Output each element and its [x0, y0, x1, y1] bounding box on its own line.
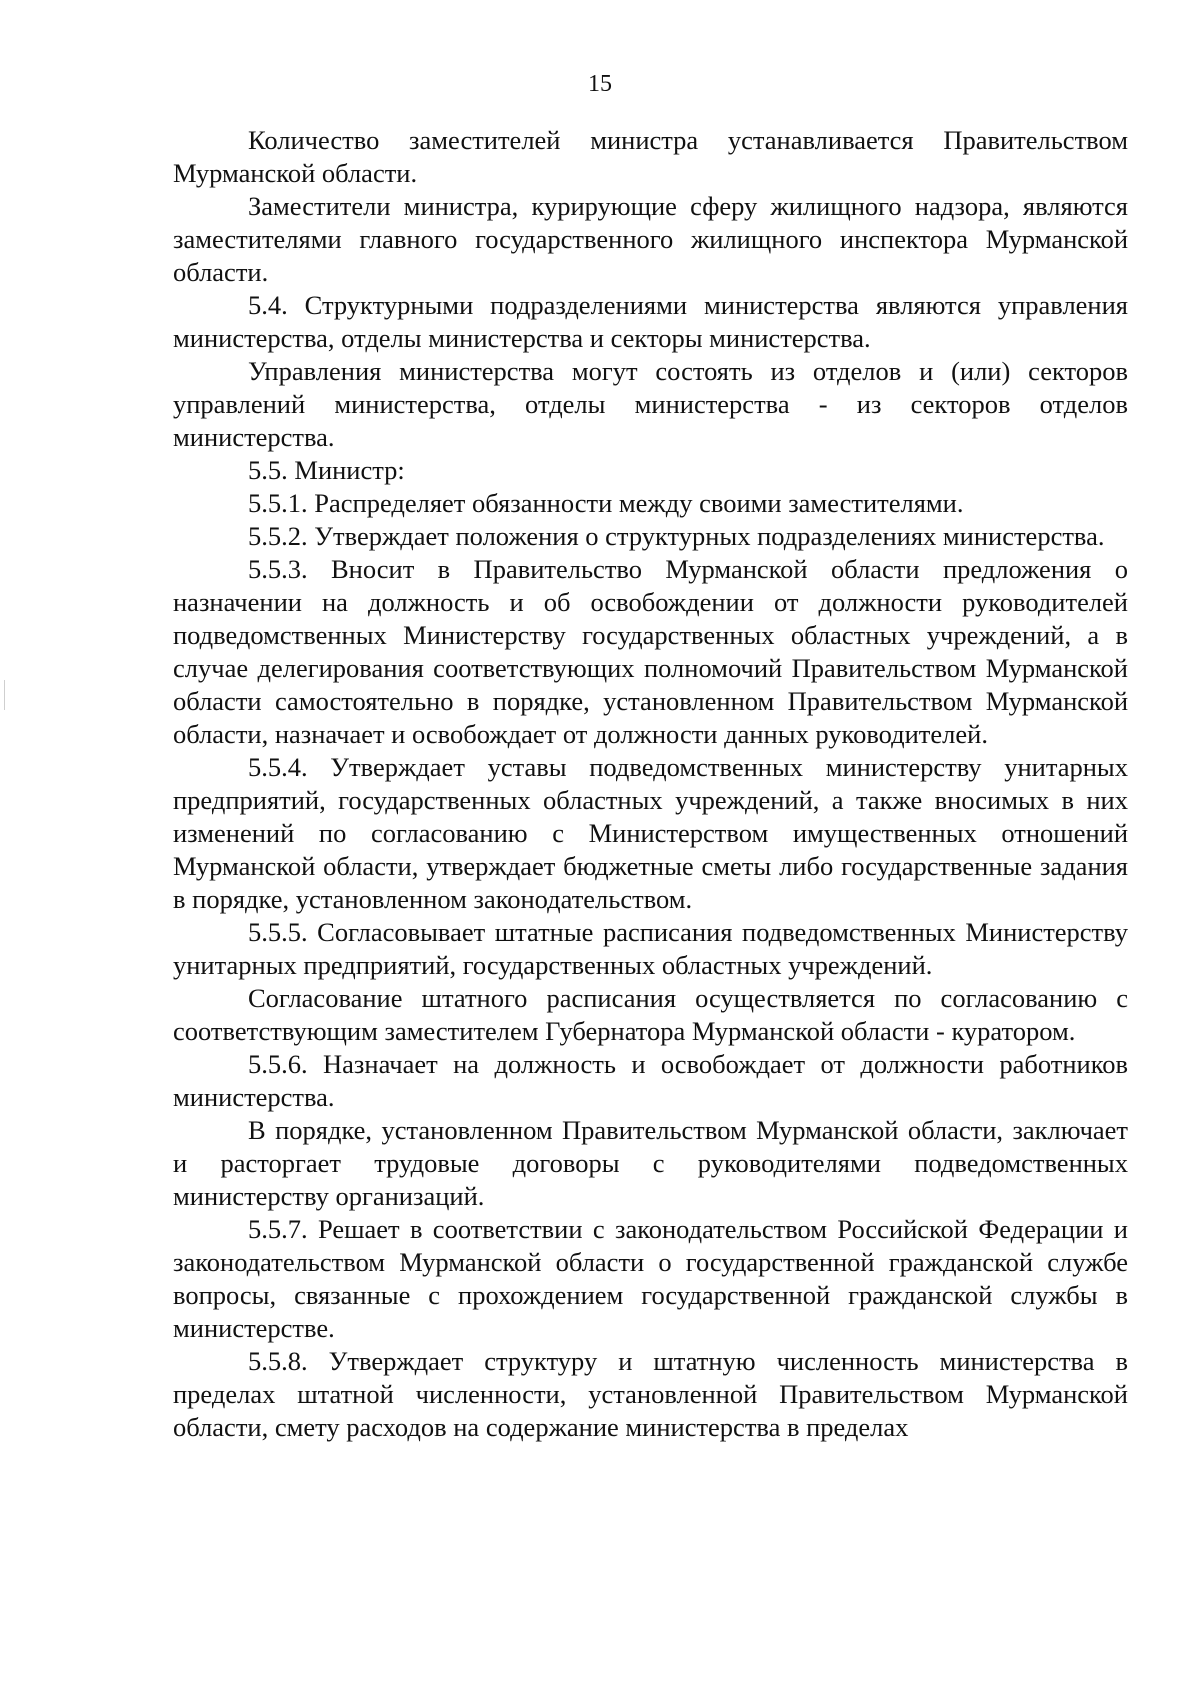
paragraph: 5.4. Структурными подразделениями министерства являются управления министерства, отделы министерства и секторы министерства.	[173, 290, 1128, 353]
paragraph: 5.5.1. Распределяет обязанности между своими заместителями.	[248, 488, 964, 518]
paragraph: 5.5.8. Утверждает структуру и штатную численность министерства в пределах штатной численности, установленной Правительством Мурманской области, смету расходов на содержание министерства в пределах	[173, 1346, 1128, 1442]
paragraph: 5.5.7. Решает в соответствии с законодательством Российской Федерации и законодательством Мурманской области о государственной гражданской службе вопросы, связанные с прохождением государственной гражданской службы в министерстве.	[173, 1214, 1128, 1343]
page-number: 15	[588, 71, 612, 97]
paragraph: В порядке, установленном Правительством Мурманской области, заключает и расторгает трудовые договоры с руководителями подведомственных министерству организаций.	[173, 1115, 1128, 1211]
paragraph: 5.5.2. Утверждает положения о структурных подразделениях министерства.	[248, 521, 1105, 551]
document-body	[173, 124, 1128, 1444]
paragraph: Управления министерства могут состоять из отделов и (или) секторов управлений министерства, отделы министерства - из секторов отделов министерства.	[173, 356, 1128, 452]
paragraph: 5.5.6. Назначает на должность и освобождает от должности работников министерства.	[173, 1049, 1128, 1112]
paragraph: 5.5.5. Согласовывает штатные расписания подведомственных Министерству унитарных предприятий, государственных областных учреждений.	[173, 917, 1128, 980]
paragraph: Согласование штатного расписания осуществляется по согласованию с соответствующим заместителем Губернатора Мурманской области - куратором.	[173, 983, 1128, 1046]
paragraph: 5.5.3. Вносит в Правительство Мурманской области предложения о назначении на должность и об освобождении от должности руководителей подведомственных Министерству государственных областных учреждений, а в случае делегирования соответствующих полномочий Правительством Мурманской области самостоятельно в порядке, установленном Правительством Мурманской области, назначает и освобождает от должности данных руководителей.	[173, 554, 1128, 749]
paragraph: Заместители министра, курирующие сферу жилищного надзора, являются заместителями главного государственного жилищного инспектора Мурманской области.	[173, 191, 1128, 287]
paragraph: Количество заместителей министра устанавливается Правительством Мурманской области.	[173, 125, 1128, 188]
paragraph: 5.5. Министр:	[248, 455, 405, 485]
scan-edge-mark	[4, 680, 5, 710]
paragraph: 5.5.4. Утверждает уставы подведомственных министерству унитарных предприятий, государственных областных учреждений, а также вносимых в них изменений по согласованию с Министерством имущественных отношений Мурманской области, утверждает бюджетные сметы либо государственные задания в порядке, установленном законодательством.	[173, 752, 1128, 914]
